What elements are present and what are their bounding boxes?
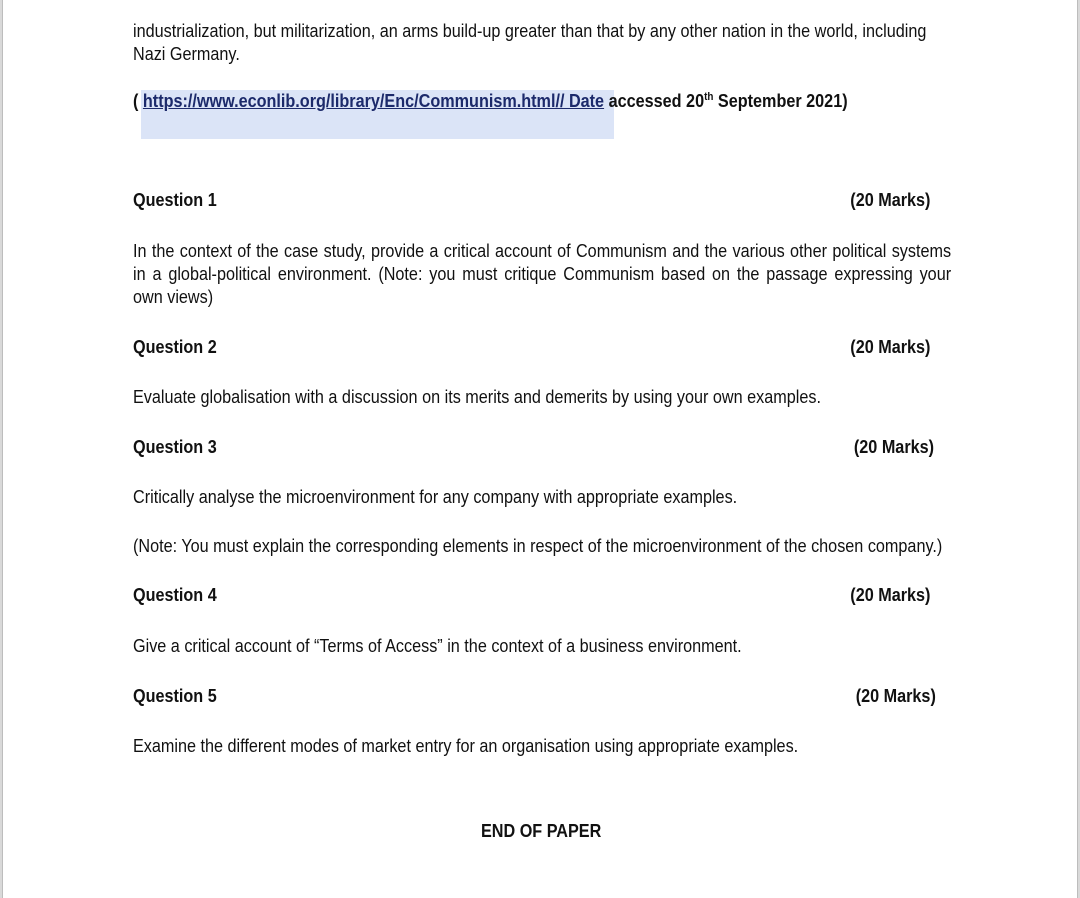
document-page bbox=[2, 0, 1078, 898]
question-5-text: Examine the different modes of market entry for an organisation using appropriate examples. bbox=[133, 736, 799, 756]
question-2-marks: (20 Marks) bbox=[850, 337, 931, 357]
reference-line bbox=[133, 90, 848, 113]
question-3-header bbox=[133, 436, 951, 459]
question-4-text: Give a critical account of “Terms of Access” in the context of a business environment. bbox=[133, 636, 742, 656]
intro-line-1: industrialization, but militarization, an arms build-up greater than that by any other nation in the world, including bbox=[133, 21, 927, 41]
question-2-title: Question 2 bbox=[133, 337, 217, 357]
question-5-header bbox=[133, 685, 951, 708]
intro-line-2: Nazi Germany. bbox=[133, 44, 240, 64]
question-3-note: (Note: You must explain the corresponding elements in respect of the microenvironment of the chosen company.) bbox=[133, 536, 943, 556]
question-5-title: Question 5 bbox=[133, 686, 217, 706]
reference-accessed-suffix: September 2021) bbox=[713, 91, 848, 111]
question-3-title: Question 3 bbox=[133, 437, 217, 457]
question-4-title: Question 4 bbox=[133, 585, 217, 605]
question-3-marks: (20 Marks) bbox=[853, 437, 935, 457]
question-2-header bbox=[133, 336, 951, 359]
question-4-marks: (20 Marks) bbox=[850, 585, 931, 605]
question-3-text: Critically analyse the microenvironment for any company with appropriate examples. bbox=[133, 487, 738, 507]
question-1-marks: (20 Marks) bbox=[850, 190, 931, 210]
document-body bbox=[133, 0, 952, 898]
end-of-paper: END OF PAPER bbox=[481, 821, 602, 841]
reference-accessed-sup: th bbox=[704, 91, 714, 103]
question-4-header bbox=[133, 584, 951, 607]
question-2-text: Evaluate globalisation with a discussion on its merits and demerits by using your own examples. bbox=[133, 387, 821, 407]
question-1-title: Question 1 bbox=[133, 190, 217, 210]
reference-open-paren: ( bbox=[133, 91, 139, 111]
question-1-header bbox=[133, 189, 951, 212]
reference-accessed-prefix: accessed 20 bbox=[608, 91, 705, 111]
question-1-text: In the context of the case study, provide a critical account of Communism and the various other political systems in a global-political environment. (Note: you must critique Communism based on the passage expressing your own views) bbox=[133, 241, 952, 307]
reference-link[interactable]: https://www.econlib.org/library/Enc/Communism.html// Date bbox=[142, 91, 605, 111]
question-5-marks: (20 Marks) bbox=[855, 686, 936, 706]
